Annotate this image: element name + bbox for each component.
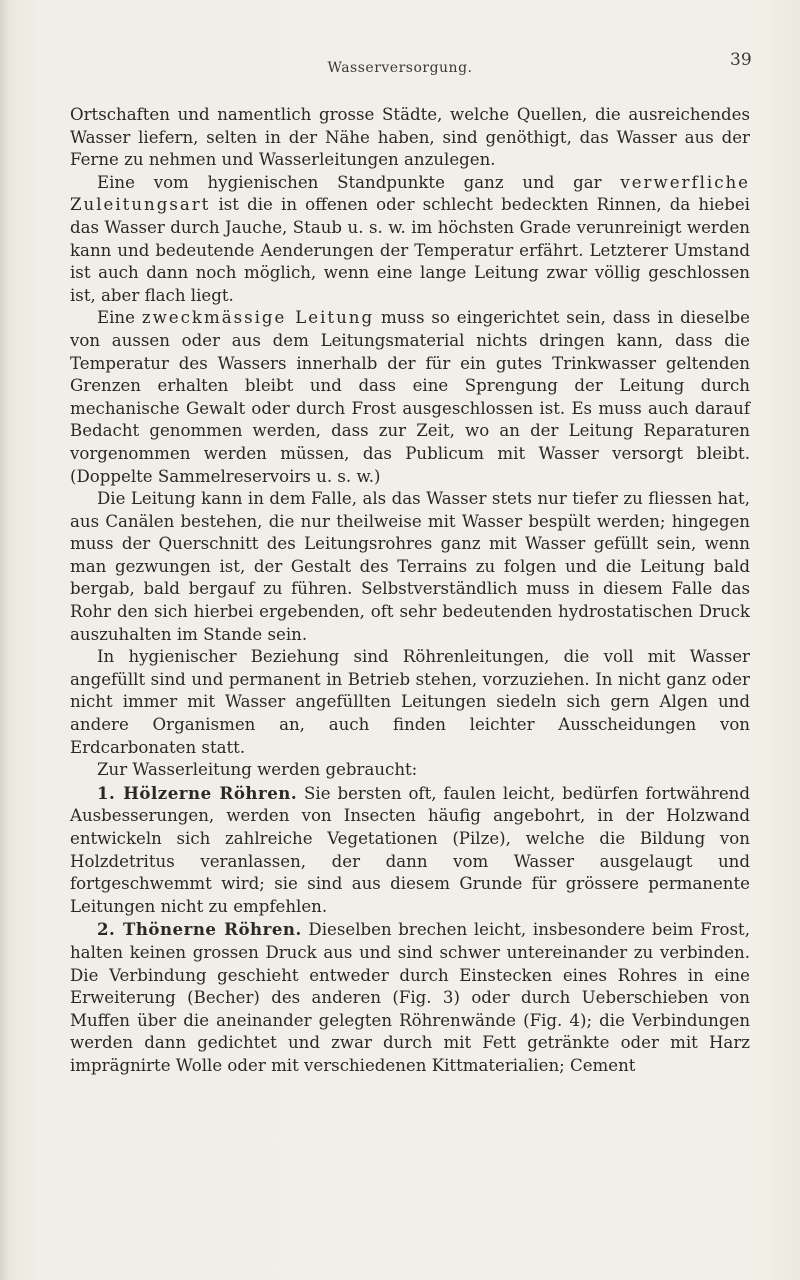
paragraph-lead: Eine vom hygienischen Standpunkte ganz und gar	[97, 172, 602, 192]
list-item-label: 1. Hölzerne Röhren.	[97, 782, 298, 803]
emphasis-term: verwerfliche Zuleitungsart	[70, 172, 750, 215]
paragraph-lead: Eine	[97, 308, 135, 328]
paragraph-intro: Ortschaften und namentlich grosse Städte, welche Quellen, die ausreichendes Wasser liefern, selten in der Nähe haben, sind genöthigt, das Wasser aus der Ferne zu nehmen und Wasserleitungen anzulegen.	[70, 105, 750, 170]
running-title: Wasserversorgung.	[327, 60, 473, 76]
list-item-text: Dieselben brechen leicht, insbesondere beim Frost, halten keinen grossen Druck aus und sind schwer untereinander zu verbinden. Die Verbindung geschieht entweder durch Einstecken eines Rohres in eine Erweiterung (Becher) des anderen (Fig. 3) oder durch Ueberschieben von Muffen über die aneinander gelegten Röhrenwände (Fig. 4); die Verbindungen werden dann gedichtet und zwar durch mit Fett getränkte oder mit Harz imprägnirte Wolle oder mit verschiedenen Kittmaterialien; Cement	[70, 920, 750, 1075]
list-item-text: Sie bersten oft, faulen leicht, bedürfen fortwährend Ausbesserungen, werden von Insecten häufig angebohrt, in der Holzwand entwickeln sich zahlreiche Vegetationen (Pilze), welche die Bildung von Holzdetritus veranlassen, der dann vom Wasser ausgelaugt und fortgeschwemmt wird; sie sind aus diesem Grunde für grössere permanente Leitungen nicht zu empfehlen.	[70, 783, 750, 916]
paragraph-canals: Die Leitung kann in dem Falle, als das Wasser stets nur tiefer zu fliessen hat, aus Canälen bestehen, die nur theilweise mit Wasser bespült werden; hingegen muss der Querschnitt des Leitungsrohres ganz mit Wasser gefüllt sein, wenn man gezwungen ist, der Gestalt des Terrains zu folgen und die Leitung bald bergab, bald bergauf zu führen. Selbstverständlich muss in diesem Falle das Rohr den sich hierbei ergebenden, oft sehr bedeutenden hydrostatischen Druck auszuhalten im Stande sein.	[70, 489, 750, 644]
list-item-label: 2. Thönerne Röhren.	[97, 919, 302, 940]
emphasis-term: zweckmässige Leitung	[141, 308, 375, 328]
paragraph-unsuitable-conduit	[70, 172, 750, 308]
paragraph-body: muss so eingerichtet sein, dass in dieselbe von aussen oder aus dem Leitungsmaterial nichts dringen kann, dass die Temperatur des Wassers innerhalb der für ein gutes Trinkwasser geltenden Grenzen erhalten bleibt und dass eine Sprengung der Leitung durch mechanische Gewalt oder durch Frost ausgeschlossen ist. Es muss auch darauf Bedacht genommen werden, dass zur Zeit, wo an der Leitung Reparaturen vorgenommen werden müssen, das Publicum mit Wasser versorgt bleibt. (Doppelte Sammelreservoirs u. s. w.)	[70, 308, 750, 486]
list-item-wooden-pipes	[70, 782, 750, 919]
list-item-clay-pipes	[70, 918, 750, 1077]
page-gutter-shadow	[0, 0, 10, 1280]
paragraph-materials-intro: Zur Wasserleitung werden gebraucht:	[97, 760, 418, 780]
paragraph-hygiene: In hygienischer Beziehung sind Röhrenleitungen, die voll mit Wasser angefüllt sind und permanent in Betrieb stehen, vorzuziehen. In nicht ganz oder nicht immer mit Wasser angefüllten Leitungen siedeln sich gern Algen und andere Organismen an, auch finden leichter Ausscheidungen von Erdcarbonaten statt.	[70, 647, 750, 757]
page-number: 39	[730, 50, 752, 70]
body-text	[70, 104, 750, 1078]
paragraph-suitable-conduit	[70, 307, 750, 488]
paragraph-body: ist die in offenen oder schlecht bedeckten Rinnen, da hiebei das Wasser durch Jauche, Staub u. s. w. im höchsten Grade verunreinigt werden kann und bedeutende Aenderungen der Temperatur erfährt. Letzterer Umstand ist auch dann noch möglich, wenn eine lange Leitung zwar völlig geschlossen ist, aber flach liegt.	[70, 195, 750, 305]
